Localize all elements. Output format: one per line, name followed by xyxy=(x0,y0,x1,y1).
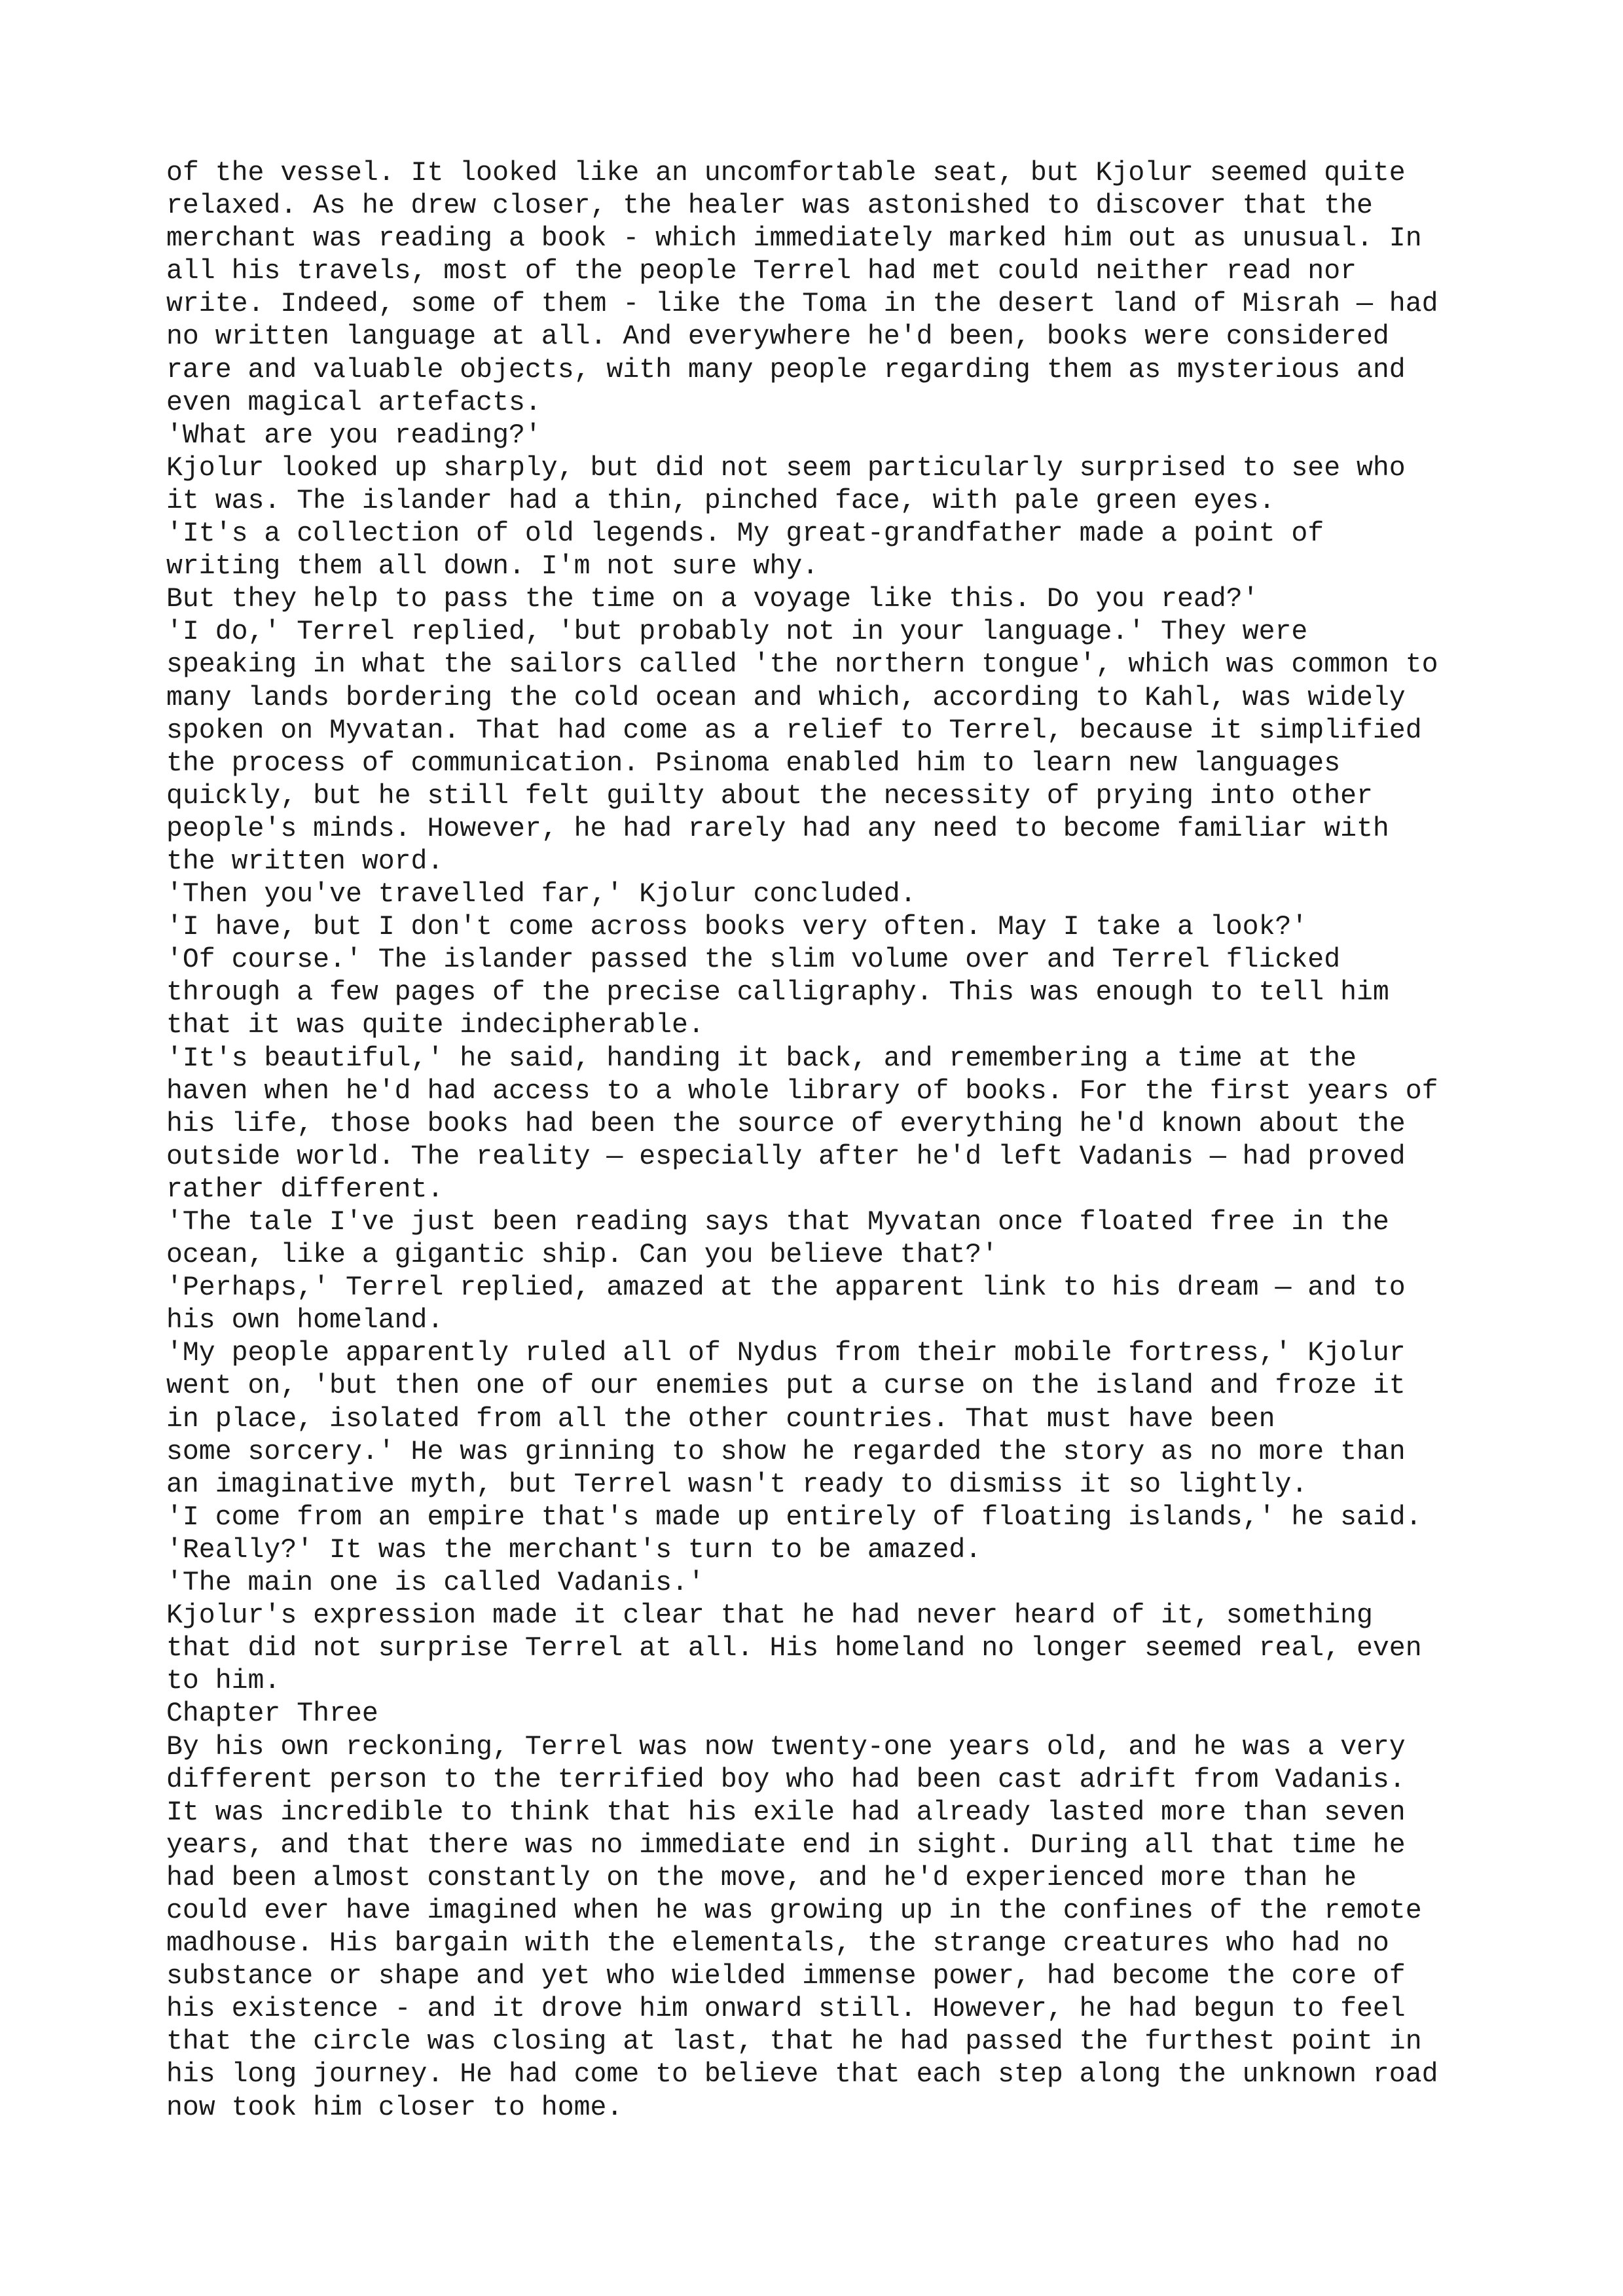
text-line: 'Really?' It was the merchant's turn to be amazed. xyxy=(166,1534,982,1566)
text-line: write. Indeed, some of them - like the Toma in the desert land of Misrah — had xyxy=(166,289,1438,320)
text-line: ocean, like a gigantic ship. Can you believe that?' xyxy=(166,1240,998,1271)
text-line: many lands bordering the cold ocean and which, according to Kahl, was widely xyxy=(166,682,1406,713)
text-line: the process of communication. Psinoma enabled him to learn new languages xyxy=(166,747,1341,779)
text-line: an imaginative myth, but Terrel wasn't ready to dismiss it so lightly. xyxy=(166,1469,1308,1500)
text-line: 'Of course.' The islander passed the slim volume over and Terrel flicked xyxy=(166,944,1341,976)
text-line: Chapter Three xyxy=(166,1698,378,1730)
text-line: some sorcery.' He was grinning to show he regarded the story as no more than xyxy=(166,1436,1406,1467)
text-line: all his travels, most of the people Terrel had met could neither read nor xyxy=(166,256,1357,287)
text-line: Kjolur looked up sharply, but did not seem particularly surprised to see who xyxy=(166,452,1406,484)
text-line: rather different. xyxy=(166,1174,444,1205)
text-line: his long journey. He had come to believe that each step along the unknown road xyxy=(166,2059,1438,2090)
text-line: 'I do,' Terrel replied, 'but probably not in your language.' They were xyxy=(166,617,1308,648)
text-line: 'It's beautiful,' he said, handing it back, and remembering a time at the xyxy=(166,1043,1357,1074)
text-line: outside world. The reality — especially after he'd left Vadanis — had proved xyxy=(166,1141,1406,1172)
text-line: Kjolur's expression made it clear that he had never heard of it, something xyxy=(166,1600,1373,1632)
text-line: could ever have imagined when he was growing up in the confines of the remote xyxy=(166,1895,1422,1926)
text-line: haven when he'd had access to a whole library of books. For the first years of xyxy=(166,1075,1438,1107)
text-line: 'I come from an empire that's made up entirely of floating islands,' he said. xyxy=(166,1501,1422,1533)
body-text xyxy=(166,157,1476,2125)
text-line: people's minds. However, he had rarely had any need to become familiar with xyxy=(166,813,1389,844)
text-line: 'It's a collection of old legends. My great-grandfather made a point of xyxy=(166,518,1324,550)
text-line: different person to the terrified boy who had been cast adrift from Vadanis. xyxy=(166,1764,1406,1795)
text-line: substance or shape and yet who wielded immense power, had become the core of xyxy=(166,1961,1406,1992)
text-line: that did not surprise Terrel at all. His homeland no longer seemed real, even xyxy=(166,1633,1422,1664)
text-line: his own homeland. xyxy=(166,1305,444,1336)
text-line: through a few pages of the precise calligraphy. This was enough to tell him xyxy=(166,977,1389,1009)
text-line: spoken on Myvatan. That had come as a relief to Terrel, because it simplified xyxy=(166,715,1422,746)
text-line: 'The tale I've just been reading says that Myvatan once floated free in the xyxy=(166,1207,1389,1238)
text-line: quickly, but he still felt guilty about the necessity of prying into other xyxy=(166,780,1373,812)
text-line: of the vessel. It looked like an uncomfortable seat, but Kjolur seemed quite xyxy=(166,158,1406,188)
text-line: By his own reckoning, Terrel was now twenty-one years old, and he was a very xyxy=(166,1731,1406,1763)
text-line: 'Then you've travelled far,' Kjolur concluded. xyxy=(166,879,917,910)
text-line: years, and that there was no immediate end in sight. During all that time he xyxy=(166,1829,1406,1861)
text-line: in place, isolated from all the other countries. That must have been xyxy=(166,1403,1275,1435)
text-line: writing them all down. I'm not sure why. xyxy=(166,551,819,583)
text-line: merchant was reading a book - which immediately marked him out as unusual. In xyxy=(166,223,1422,255)
text-line: But they help to pass the time on a voyage like this. Do you read?' xyxy=(166,584,1259,615)
text-line: 'The main one is called Vadanis.' xyxy=(166,1568,704,1599)
text-line: rare and valuable objects, with many people regarding them as mysterious and xyxy=(166,354,1406,386)
text-line: the written word. xyxy=(166,846,444,877)
text-line: 'My people apparently ruled all of Nydus from their mobile fortress,' Kjolur xyxy=(166,1338,1406,1369)
text-line: 'Perhaps,' Terrel replied, amazed at the apparent link to his dream — and to xyxy=(166,1272,1406,1304)
text-line: speaking in what the sailors called 'the northern tongue', which was common to xyxy=(166,649,1438,681)
text-line: even magical artefacts. xyxy=(166,387,541,418)
text-line: madhouse. His bargain with the elementals, the strange creatures who had no xyxy=(166,1928,1389,1960)
text-line: his existence - and it drove him onward still. However, he had begun to feel xyxy=(166,1994,1406,2025)
text-line: relaxed. As he drew closer, the healer was astonished to discover that the xyxy=(166,190,1373,222)
text-line: It was incredible to think that his exile had already lasted more than seven xyxy=(166,1797,1406,1828)
text-line: it was. The islander had a thin, pinched face, with pale green eyes. xyxy=(166,485,1275,516)
text-line: no written language at all. And everywhere he'd been, books were considered xyxy=(166,321,1389,353)
text-line: that it was quite indecipherable. xyxy=(166,1010,704,1041)
text-line: his life, those books had been the source of everything he'd known about the xyxy=(166,1108,1406,1139)
text-line: to him. xyxy=(166,1666,281,1697)
text-line: had been almost constantly on the move, and he'd experienced more than he xyxy=(166,1862,1357,1893)
text-line: 'I have, but I don't come across books very often. May I take a look?' xyxy=(166,912,1308,943)
text-line: went on, 'but then one of our enemies put a curse on the island and froze it xyxy=(166,1371,1406,1402)
text-line: 'What are you reading?' xyxy=(166,420,541,451)
text-line: now took him closer to home. xyxy=(166,2092,623,2123)
text-line: that the circle was closing at last, that he had passed the furthest point in xyxy=(166,2026,1422,2058)
